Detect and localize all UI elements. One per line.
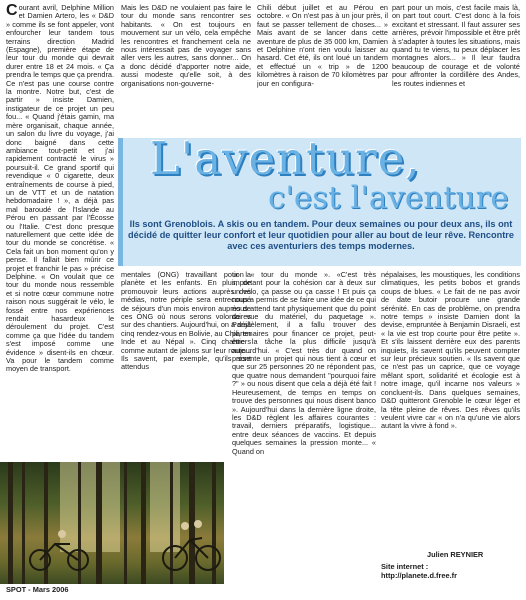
article-column-4-top: part pour un mois, c'est facile mais là, on part tout court. C'est donc à la fois excitant et stressant. Il faut assurer ses arrières, prévoir l'impossible et être prêt à s'adapter à toutes les situations, mais quand tu te viens, tu peux déplacer les montagnes alors... » Il leur faudra beaucoup de courage et de volonté pour affronter la cordillère des Andes, les routes indiennes et [392, 4, 520, 88]
article-lead: Ils sont Grenoblois. A skis ou en tandem. Pour deux semaines ou pour deux ans, ils ont décidé de quitter leur confort et leur quotidien pour aller au bout de leur rêve. Rencontre avec ces aventuriers des temps modernes. [128, 219, 514, 251]
headline-subtitle: c'est l'aventure [268, 180, 509, 216]
article-column-2-top: Mais les D&D ne voulaient pas faire le tour du monde sans rencontrer ses habitants. « On est toujours en mouvement sur un vélo, cela empêche les rencontres et franchement cela ne nous intéressait pas de voyager sans aller vers les autres, sans donner... On a donc décidé d'apporter notre aide, aussi modeste qu'elle soit, à des organisations non-gouverne- [121, 4, 251, 88]
article-text-col1: ourant avril, Delphine Million et Damien Artero, les « D&D » comme ils se font appeler, vont enfourcher leur tandem tous terrains direction Madrid (Espagne), première étape de leur tour du monde qui devrait durer entre 18 et 24 mois. « Ça prendra le temps que ça prendra. Ce n'est pas une course contre la montre. Notre but, c'est de partir » insiste Damien, instigateur de ce projet un peu fou... « Quand j'étais gamin, ma mère organisait, chaque année, un salon du livre du voyage, j'ai donc baigné dans cette ambiance tout-petit et j'ai rapidement contracté le virus » poursuit-il. Ce grand sportif qui revendique « 0 cigarette, deux entraînements de course à pied, un de VTT et un de natation hebdomadaire ! », a déjà pas mal baroudé de l'Islande au Pérou en passant par l'Écosse ou l'Italie. C'est donc presque naturellement que cette idée de tour du monde se concrétise. « Cela fait un bon moment qu'on y pense. Il fallait bien mûrir ce projet et franchir le pas » précise Delphine. « On voulait que ce tour du monde nous ressemble et si notre cœur commune notre raison nous suggérait le vélo, le fossé entre nos expériences rendait hasardeux le déroulement du projet. C'est comme ça que l'idée du tandem s'est imposé comme une évidence » disent-ils en chœur. Va pour le tandem comme moyen de transport. [6, 4, 114, 374]
page-footer: SPOT - Mars 2006 [6, 585, 69, 594]
tandem-silhouette [0, 462, 224, 584]
article-column-3-bottom: tion « tour du monde ». «C'est très important pour la cohésion car à deux sur un vélo, ça passe ou ça casse ! Et puis ça nous a permis de se faire une idée de ce qui nous attend tant physiquement que du point de vue du matériel, du paquetage ». Parallèlement, il a fallu trouver des partenaires pour financer ce projet, peut-être la tâche la plus difficile jusqu'à aujourd'hui. « C'est très dur quand on présente un projet qui nous tient à cœur et que sur 25 personnes 20 ne répondent pas, que quatre nous demandent "pourquoi faire ?" » ou nous disent que cela a déjà été fait ! Heureusement, de temps en temps on trouve des personnes qui nous disent banco ». Aujourd'hui dans la dernière ligne droite, les D&D règlent les affaires courantes : travail, derniers préparatifs, logistique... entre deux séances de vaccins. Et depuis quelques semaines la pression monte... « Quand on [232, 271, 376, 456]
banner-accent-bar [118, 138, 123, 266]
drop-cap: C [6, 4, 18, 19]
website-url: http://planete.d.free.fr [381, 571, 457, 580]
forest-tandem-photo [0, 462, 224, 584]
article-column-2-bottom: mentales (ONG) travaillant pour la planète et les enfants. En plus, de promouvoir leurs actions auprès des médias, notre périple sera entrecoupé de séjours d'un mois environ auprès de ces ONG où nous serons volontaires sur des chantiers. Aujourd'hui, on a déjà cinq rendez-vous en Bolivie, au Chili, en Inde et au Népal ». Cinq chantiers comme autant de jalons sur leur route... Ils savent, par exemple, qu'ils sont attendus [121, 271, 251, 372]
website-label: Site internet : [381, 562, 429, 571]
article-column-4-bottom: népalaises, les moustiques, les conditions climatiques, les petits bobos et grands coups de blues. « Le fait de ne pas avoir de date butoir procure une grande sérénité. En cas de problème, on prendra notre temps » insiste Damien dont la devise, empruntée à Benjamin Disraeli, est « la vie est trop courte pour être petite ». Et s'ils laissent derrière eux des parents inquiets, ils savent qu'ils peuvent compter sur leur précieux soutien. « Ils savent que ce n'est pas un caprice, que ce voyage mêlant sport, solidarité et écologie est à notre image, qu'il incarne nos valeurs » concluent-ils. Dans quelques semaines, D&D quitteront Grenoble le cœur léger et la tête pleine de rêves. Des rêves qu'ils veulent vivre car « on n'a qu'une vie alors autant la vivre à fond ». [381, 271, 520, 431]
article-column-3-top: Chili début juillet et au Pérou en octobre. « On n'est pas à un jour près, il faut se passer tellement de choses... » Mais avant de se lancer dans cette aventure de plus de 35 000 km, Damien et Delphine n'ont rien voulu laisser au hasard. Cet été, ils ont loué un tandem et effectué un « trip » de 1200 kilomètres à raison de 70 kilomètres par jour en configura- [257, 4, 388, 88]
author-credit: Julien REYNIER [427, 550, 484, 559]
article-column-1-top [6, 4, 114, 456]
headline-title: L'aventure, [150, 132, 421, 185]
